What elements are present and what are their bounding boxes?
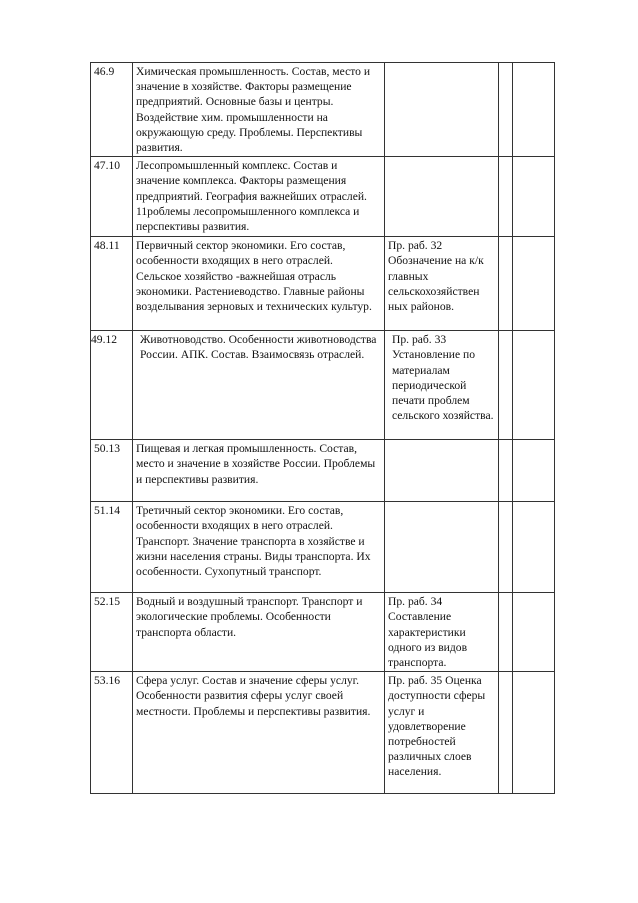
table-row bbox=[91, 440, 555, 502]
lesson-topic-cell: Лесопромышленный комплекс. Состав и значение комплекса. Факторы размещения предприятий. География важнейших отраслей. 11роблемы лесопромышленного комплекса и перспективы развития. bbox=[133, 157, 385, 237]
empty-cell bbox=[499, 237, 513, 331]
lesson-topic-cell: Сфера услуг. Состав и значение сферы услуг. Особенности развития сферы услуг своей местности. Проблемы и перспективы развития. bbox=[133, 672, 385, 794]
lesson-number-cell: 49.12 bbox=[91, 331, 133, 440]
table-row bbox=[91, 593, 555, 672]
lesson-topic-cell: Водный и воздушный транспорт. Транспорт и экологические проблемы. Особенности транспорта области. bbox=[133, 593, 385, 672]
lesson-number-cell: 51.14 bbox=[91, 502, 133, 593]
empty-cell bbox=[513, 63, 555, 157]
practical-work-cell bbox=[385, 440, 499, 502]
empty-cell bbox=[499, 157, 513, 237]
practical-work-cell: Пр. раб. 32 Обозначение на к/к главных сельскохозяйствен ных районов. bbox=[385, 237, 499, 331]
empty-cell bbox=[513, 237, 555, 331]
lesson-number-cell: 53.16 bbox=[91, 672, 133, 794]
empty-cell bbox=[513, 502, 555, 593]
practical-work-cell bbox=[385, 63, 499, 157]
table-row bbox=[91, 502, 555, 593]
empty-cell bbox=[499, 63, 513, 157]
lesson-number-cell: 47.10 bbox=[91, 157, 133, 237]
lesson-topic-cell: Первичный сектор экономики. Его состав, особенности входящих в него отраслей. Сельское хозяйство -важнейшая отрасль экономики. Растениеводство. Главные районы возделывания зерновых и технических культур. bbox=[133, 237, 385, 331]
lesson-plan-table bbox=[90, 62, 555, 794]
empty-cell bbox=[513, 672, 555, 794]
table-row bbox=[91, 237, 555, 331]
empty-cell bbox=[513, 331, 555, 440]
empty-cell bbox=[499, 593, 513, 672]
empty-cell bbox=[513, 157, 555, 237]
lesson-topic-cell: Третичный сектор экономики. Его состав, особенности входящих в него отраслей. Транспорт. Значение транспорта в хозяйстве и жизни населения страны. Виды транспорта. Их особенности. Сухопутный транспорт. bbox=[133, 502, 385, 593]
practical-work-cell: Пр. раб. 34 Составление характеристики одного из видов транспорта. bbox=[385, 593, 499, 672]
lesson-number-cell: 50.13 bbox=[91, 440, 133, 502]
empty-cell bbox=[499, 672, 513, 794]
table-row bbox=[91, 63, 555, 157]
empty-cell bbox=[499, 502, 513, 593]
table-row bbox=[91, 672, 555, 794]
lesson-number-cell: 46.9 bbox=[91, 63, 133, 157]
lesson-topic-cell: Животноводство. Особенности животноводства России. АПК. Состав. Взаимосвязь отраслей. bbox=[133, 331, 385, 440]
lesson-number-cell: 48.11 bbox=[91, 237, 133, 331]
empty-cell bbox=[499, 331, 513, 440]
empty-cell bbox=[499, 440, 513, 502]
lesson-number-cell: 52.15 bbox=[91, 593, 133, 672]
empty-cell bbox=[513, 593, 555, 672]
table-row bbox=[91, 331, 555, 440]
table-row bbox=[91, 157, 555, 237]
lesson-topic-cell: Химическая промышленность. Состав, место и значение в хозяйстве. Факторы размещение предприятий. Основные базы и центры. Воздействие хим. промышленности на окружающую среду. Проблемы. Перспективы развития. bbox=[133, 63, 385, 157]
lesson-topic-cell: Пищевая и легкая промышленность. Состав, место и значение в хозяйстве России. Проблемы и перспективы развития. bbox=[133, 440, 385, 502]
practical-work-cell bbox=[385, 502, 499, 593]
practical-work-cell: Пр. раб. 35 Оценка доступности сферы услуг и удовлетворение потребностей различных слоев населения. bbox=[385, 672, 499, 794]
practical-work-cell: Пр. раб. 33 Установление по материалам периодической печати проблем сельского хозяйства. bbox=[385, 331, 499, 440]
practical-work-cell bbox=[385, 157, 499, 237]
empty-cell bbox=[513, 440, 555, 502]
